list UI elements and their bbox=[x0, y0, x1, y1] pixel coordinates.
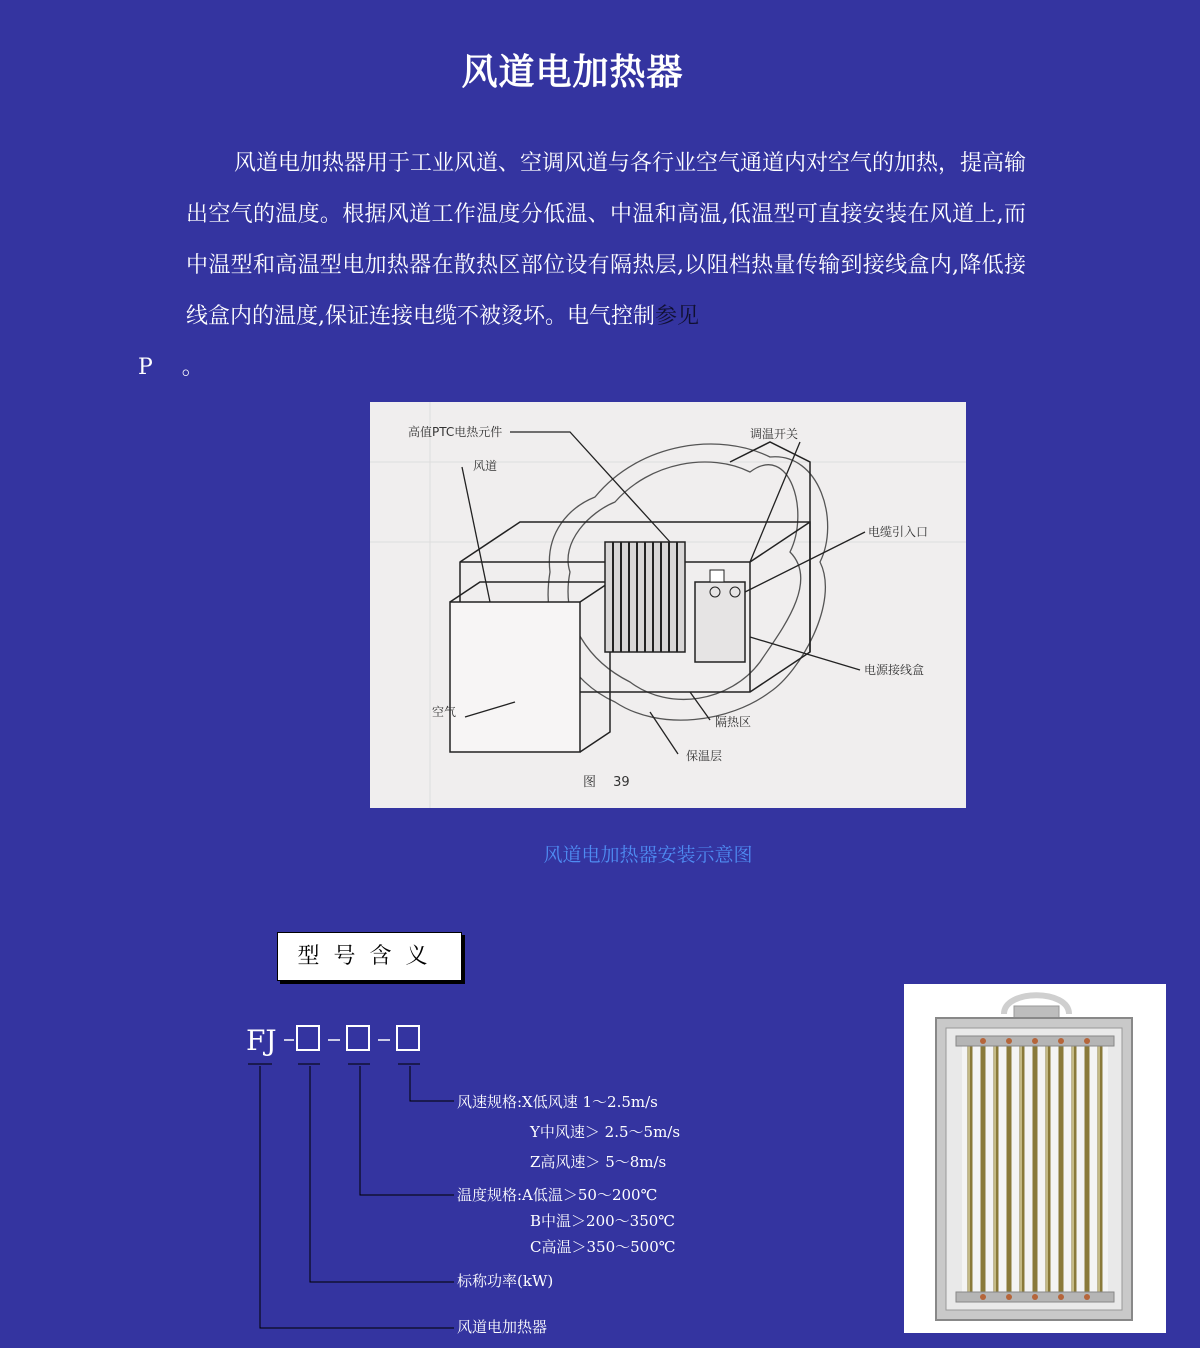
figure-number: 图 39 bbox=[583, 775, 630, 790]
page-title: 风道电加热器 bbox=[461, 52, 684, 93]
product-photo bbox=[904, 984, 1166, 1333]
temp-spec-b: B中温＞200～350℃ bbox=[530, 1212, 676, 1230]
temp-spec-label: 温度规格:A低温＞50～200℃ bbox=[457, 1186, 658, 1204]
wind-spec-label: 风速规格:X低风速 1～2.5m/s bbox=[457, 1093, 658, 1111]
model-code-diagram bbox=[240, 1010, 710, 1340]
insulation-zone-label: 隔热区 bbox=[715, 715, 752, 729]
wind-spec-y: Y中风速＞ 2.5～5m/s bbox=[530, 1123, 681, 1141]
power-label: 标称功率(kW) bbox=[457, 1272, 554, 1290]
junction-box-label: 电源接线盒 bbox=[864, 663, 925, 677]
model-meaning-title: 型号含义 bbox=[277, 932, 462, 981]
insulation-layer-label: 保温层 bbox=[686, 749, 723, 763]
ptc-label: 高值PTC电热元件 bbox=[408, 425, 503, 439]
figure-caption: 风道电加热器安装示意图 bbox=[543, 844, 753, 866]
intro-page-ref: P 。 bbox=[138, 355, 204, 380]
thermostat-label: 调温开关 bbox=[750, 427, 799, 441]
model-prefix: FJ bbox=[246, 1024, 277, 1057]
cable-entry-label: 电缆引入口 bbox=[868, 525, 929, 539]
duct-label: 风道 bbox=[473, 459, 498, 473]
wind-spec-z: Z高风速＞ 5～8m/s bbox=[530, 1153, 667, 1171]
intro-paragraph bbox=[138, 138, 1027, 393]
temp-spec-c: C高温＞350～500℃ bbox=[530, 1238, 676, 1256]
product-name-label: 风道电加热器 bbox=[457, 1318, 548, 1336]
air-label: 空气 bbox=[432, 705, 457, 719]
intro-reference: 参见 bbox=[655, 304, 700, 329]
intro-text: 风道电加热器用于工业风道、空调风道与各行业空气通道内对空气的加热，提高输出空气的温度。根据风道工作温度分低温、中温和高温,低温型可直接安装在风道上,而中温型和高温型电加热器在散热区部位设有隔热层,以阻档热量传输到接线盒内,降低接线盒内的温度,保证连接电缆不被烫坏。电气控制 bbox=[186, 151, 1027, 329]
installation-diagram bbox=[370, 402, 966, 808]
